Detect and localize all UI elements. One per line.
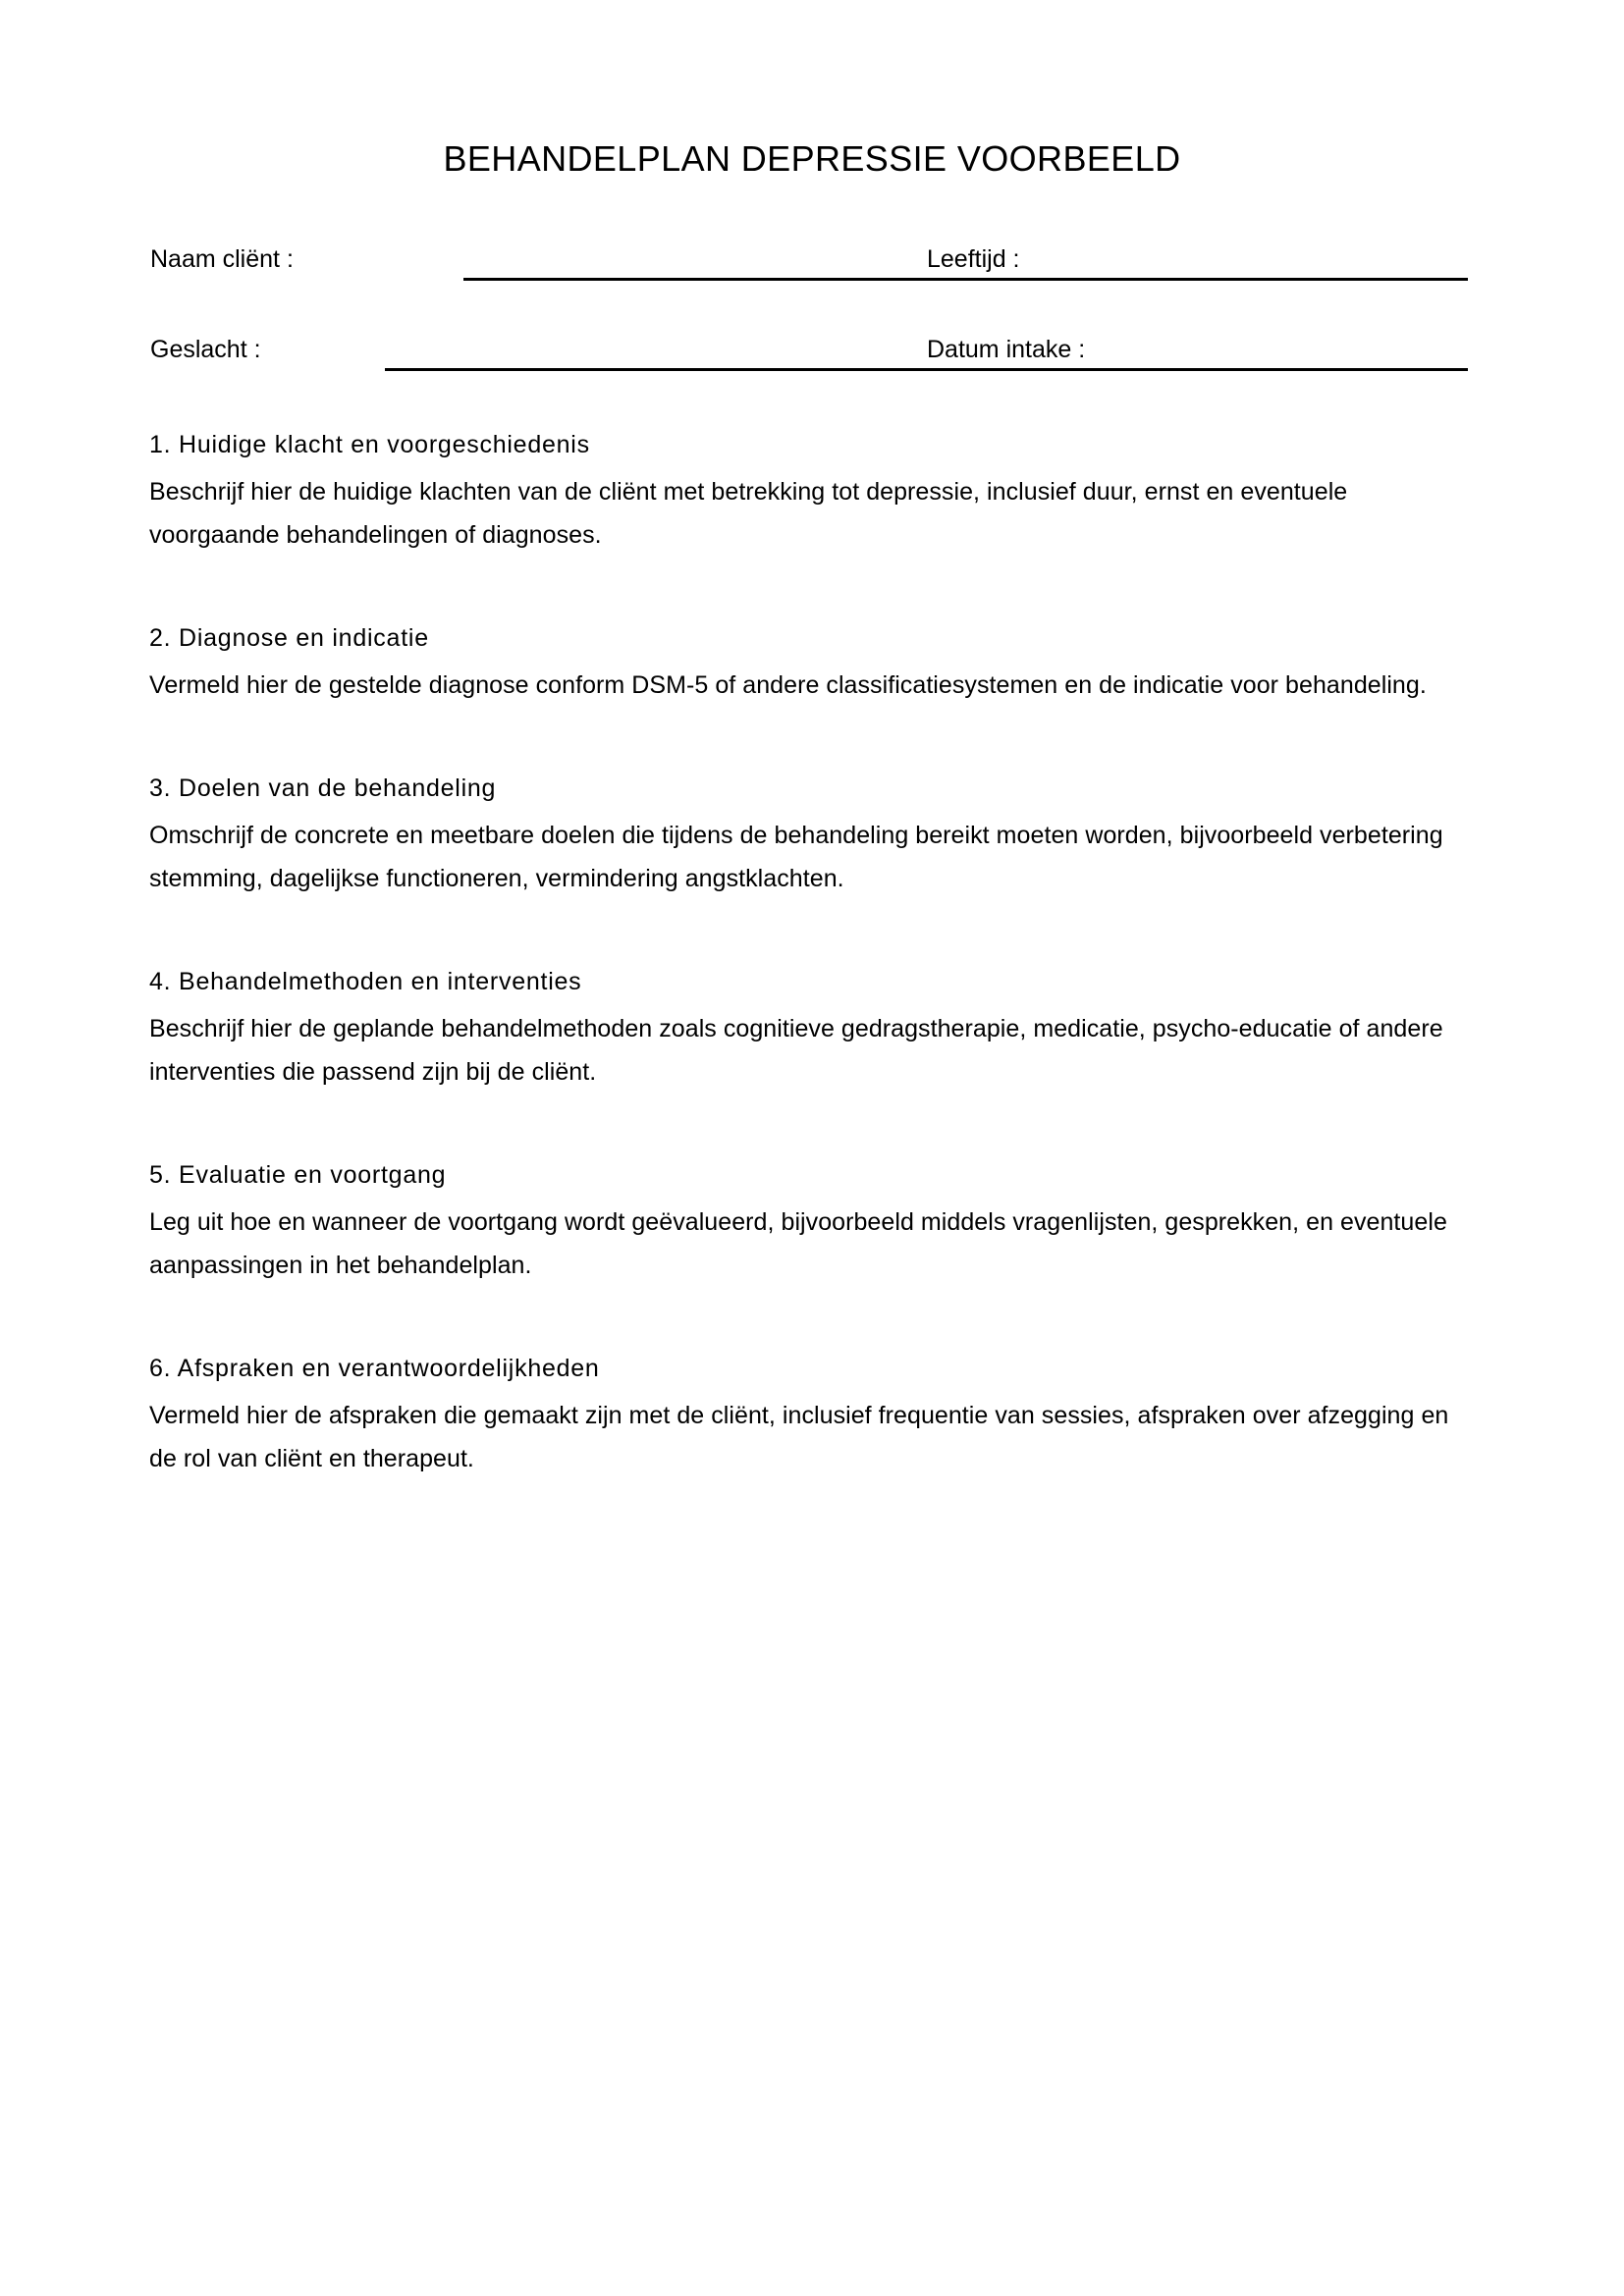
section-1-body: Beschrijf hier de huidige klachten van de cliënt met betrekking tot depressie, inclusief duur, ernst en eventuele voorgaande behandelingen of diagnoses. — [149, 478, 1348, 549]
section-1 — [149, 424, 1470, 557]
section-4-heading: 4. Behandelmethoden en interventies — [149, 968, 582, 995]
document-title: BEHANDELPLAN DEPRESSIE VOORBEELD — [443, 138, 1181, 180]
naam-client-label: Naam cliënt : — [150, 245, 294, 273]
naam-client-leeftijd-fill-line[interactable] — [463, 278, 1468, 281]
geslacht-label: Geslacht : — [150, 336, 261, 363]
datum-intake-label: Datum intake : — [927, 336, 1086, 363]
sections-container — [149, 424, 1470, 1480]
section-6 — [149, 1348, 1470, 1480]
section-5 — [149, 1154, 1470, 1287]
section-2 — [149, 617, 1470, 707]
section-3-body: Omschrijf de concrete en meetbare doelen die tijdens de behandeling bereikt moeten worden, bijvoorbeeld verbetering stemming, dagelijkse functioneren, vermindering angstklachten. — [149, 822, 1443, 892]
section-2-heading: 2. Diagnose en indicatie — [149, 624, 429, 652]
section-4 — [149, 961, 1470, 1094]
section-6-heading: 6. Afspraken en verantwoordelijkheden — [149, 1355, 600, 1382]
section-3-heading: 3. Doelen van de behandeling — [149, 774, 497, 802]
section-5-body: Leg uit hoe en wanneer de voortgang wordt geëvalueerd, bijvoorbeeld middels vragenlijsten, gesprekken, en eventuele aanpassingen in het behandelplan. — [149, 1208, 1447, 1279]
header-field-row-1 — [0, 243, 1624, 287]
geslacht-datum-intake-fill-line[interactable] — [385, 368, 1468, 371]
section-6-body: Vermeld hier de afspraken die gemaakt zijn met de cliënt, inclusief frequentie van sessies, afspraken over afzegging en de rol van cliënt en therapeut. — [149, 1402, 1449, 1472]
section-1-heading: 1. Huidige klacht en voorgeschiedenis — [149, 431, 590, 458]
header-field-row-2 — [0, 334, 1624, 377]
section-3 — [149, 768, 1470, 900]
section-4-body: Beschrijf hier de geplande behandelmethoden zoals cognitieve gedragstherapie, medicatie, psycho-educatie of andere interventies die passend zijn bij de cliënt. — [149, 1015, 1443, 1086]
section-2-body: Vermeld hier de gestelde diagnose conform DSM-5 of andere classificatiesystemen en de indicatie voor behandeling. — [149, 671, 1427, 699]
leeftijd-label: Leeftijd : — [927, 245, 1020, 273]
section-5-heading: 5. Evaluatie en voortgang — [149, 1161, 447, 1189]
